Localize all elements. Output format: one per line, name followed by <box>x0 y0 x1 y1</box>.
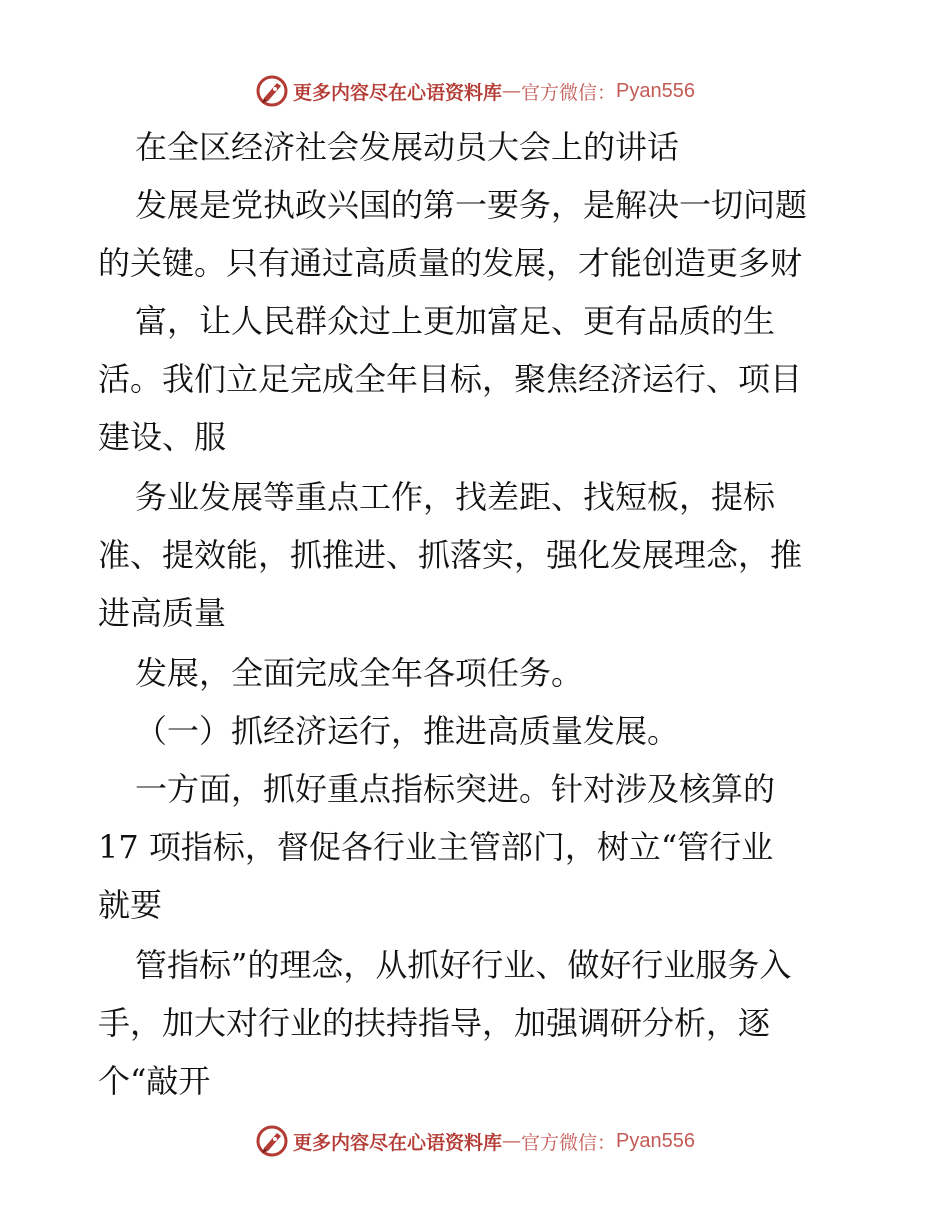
footer-banner <box>0 1121 950 1161</box>
text-line: 发展是党执政兴国的第一要务，是解决一切问题 <box>135 186 808 224</box>
banner-dash: — <box>502 1130 522 1152</box>
banner-text: 更多内容尽在心语资料库 <box>293 81 503 104</box>
pen-logo-icon <box>255 1124 289 1158</box>
banner-text: 更多内容尽在心语资料库 <box>293 1131 503 1154</box>
text-line: 发展，全面完成全年各项任务。 <box>135 654 584 692</box>
text-line: 准、提效能，抓推进、抓落实，强化发展理念，推 <box>98 536 803 574</box>
section-heading: （一）抓经济运行，推进高质量发展。 <box>135 712 680 750</box>
text-line: 进高质量 <box>98 594 227 632</box>
text-line: 17 项指标，督促各行业主管部门，树立“管行业 <box>98 828 774 866</box>
banner-wechat-id: Pyan556 <box>616 79 695 102</box>
text-line: 的关键。只有通过高质量的发展，才能创造更多财 <box>98 244 803 282</box>
text-line: 建设、服 <box>98 418 227 456</box>
banner-dash: — <box>502 80 522 102</box>
banner-wechat-label: 官方微信： <box>521 1131 617 1154</box>
text-line: 就要 <box>98 886 163 924</box>
text-line: 活。我们立足完成全年目标，聚焦经济运行、项目 <box>98 360 803 398</box>
text-line: 富，让人民群众过上更加富足、更有品质的生 <box>135 302 776 340</box>
document-title: 在全区经济社会发展动员大会上的讲话 <box>135 128 680 166</box>
text-line: 一方面，抓好重点指标突进。针对涉及核算的 <box>135 770 776 808</box>
banner-wechat-label: 官方微信： <box>521 81 617 104</box>
header-banner <box>0 71 950 111</box>
pen-logo-icon <box>255 74 289 108</box>
banner-wechat-id: Pyan556 <box>616 1129 695 1152</box>
text-line: 务业发展等重点工作，找差距、找短板，提标 <box>135 478 776 516</box>
text-line: 手，加大对行业的扶持指导，加强调研分析，逐 <box>98 1004 771 1042</box>
text-line: 管指标”的理念，从抓好行业、做好行业服务入 <box>135 946 792 984</box>
text-line: 个“敲开 <box>98 1062 211 1100</box>
